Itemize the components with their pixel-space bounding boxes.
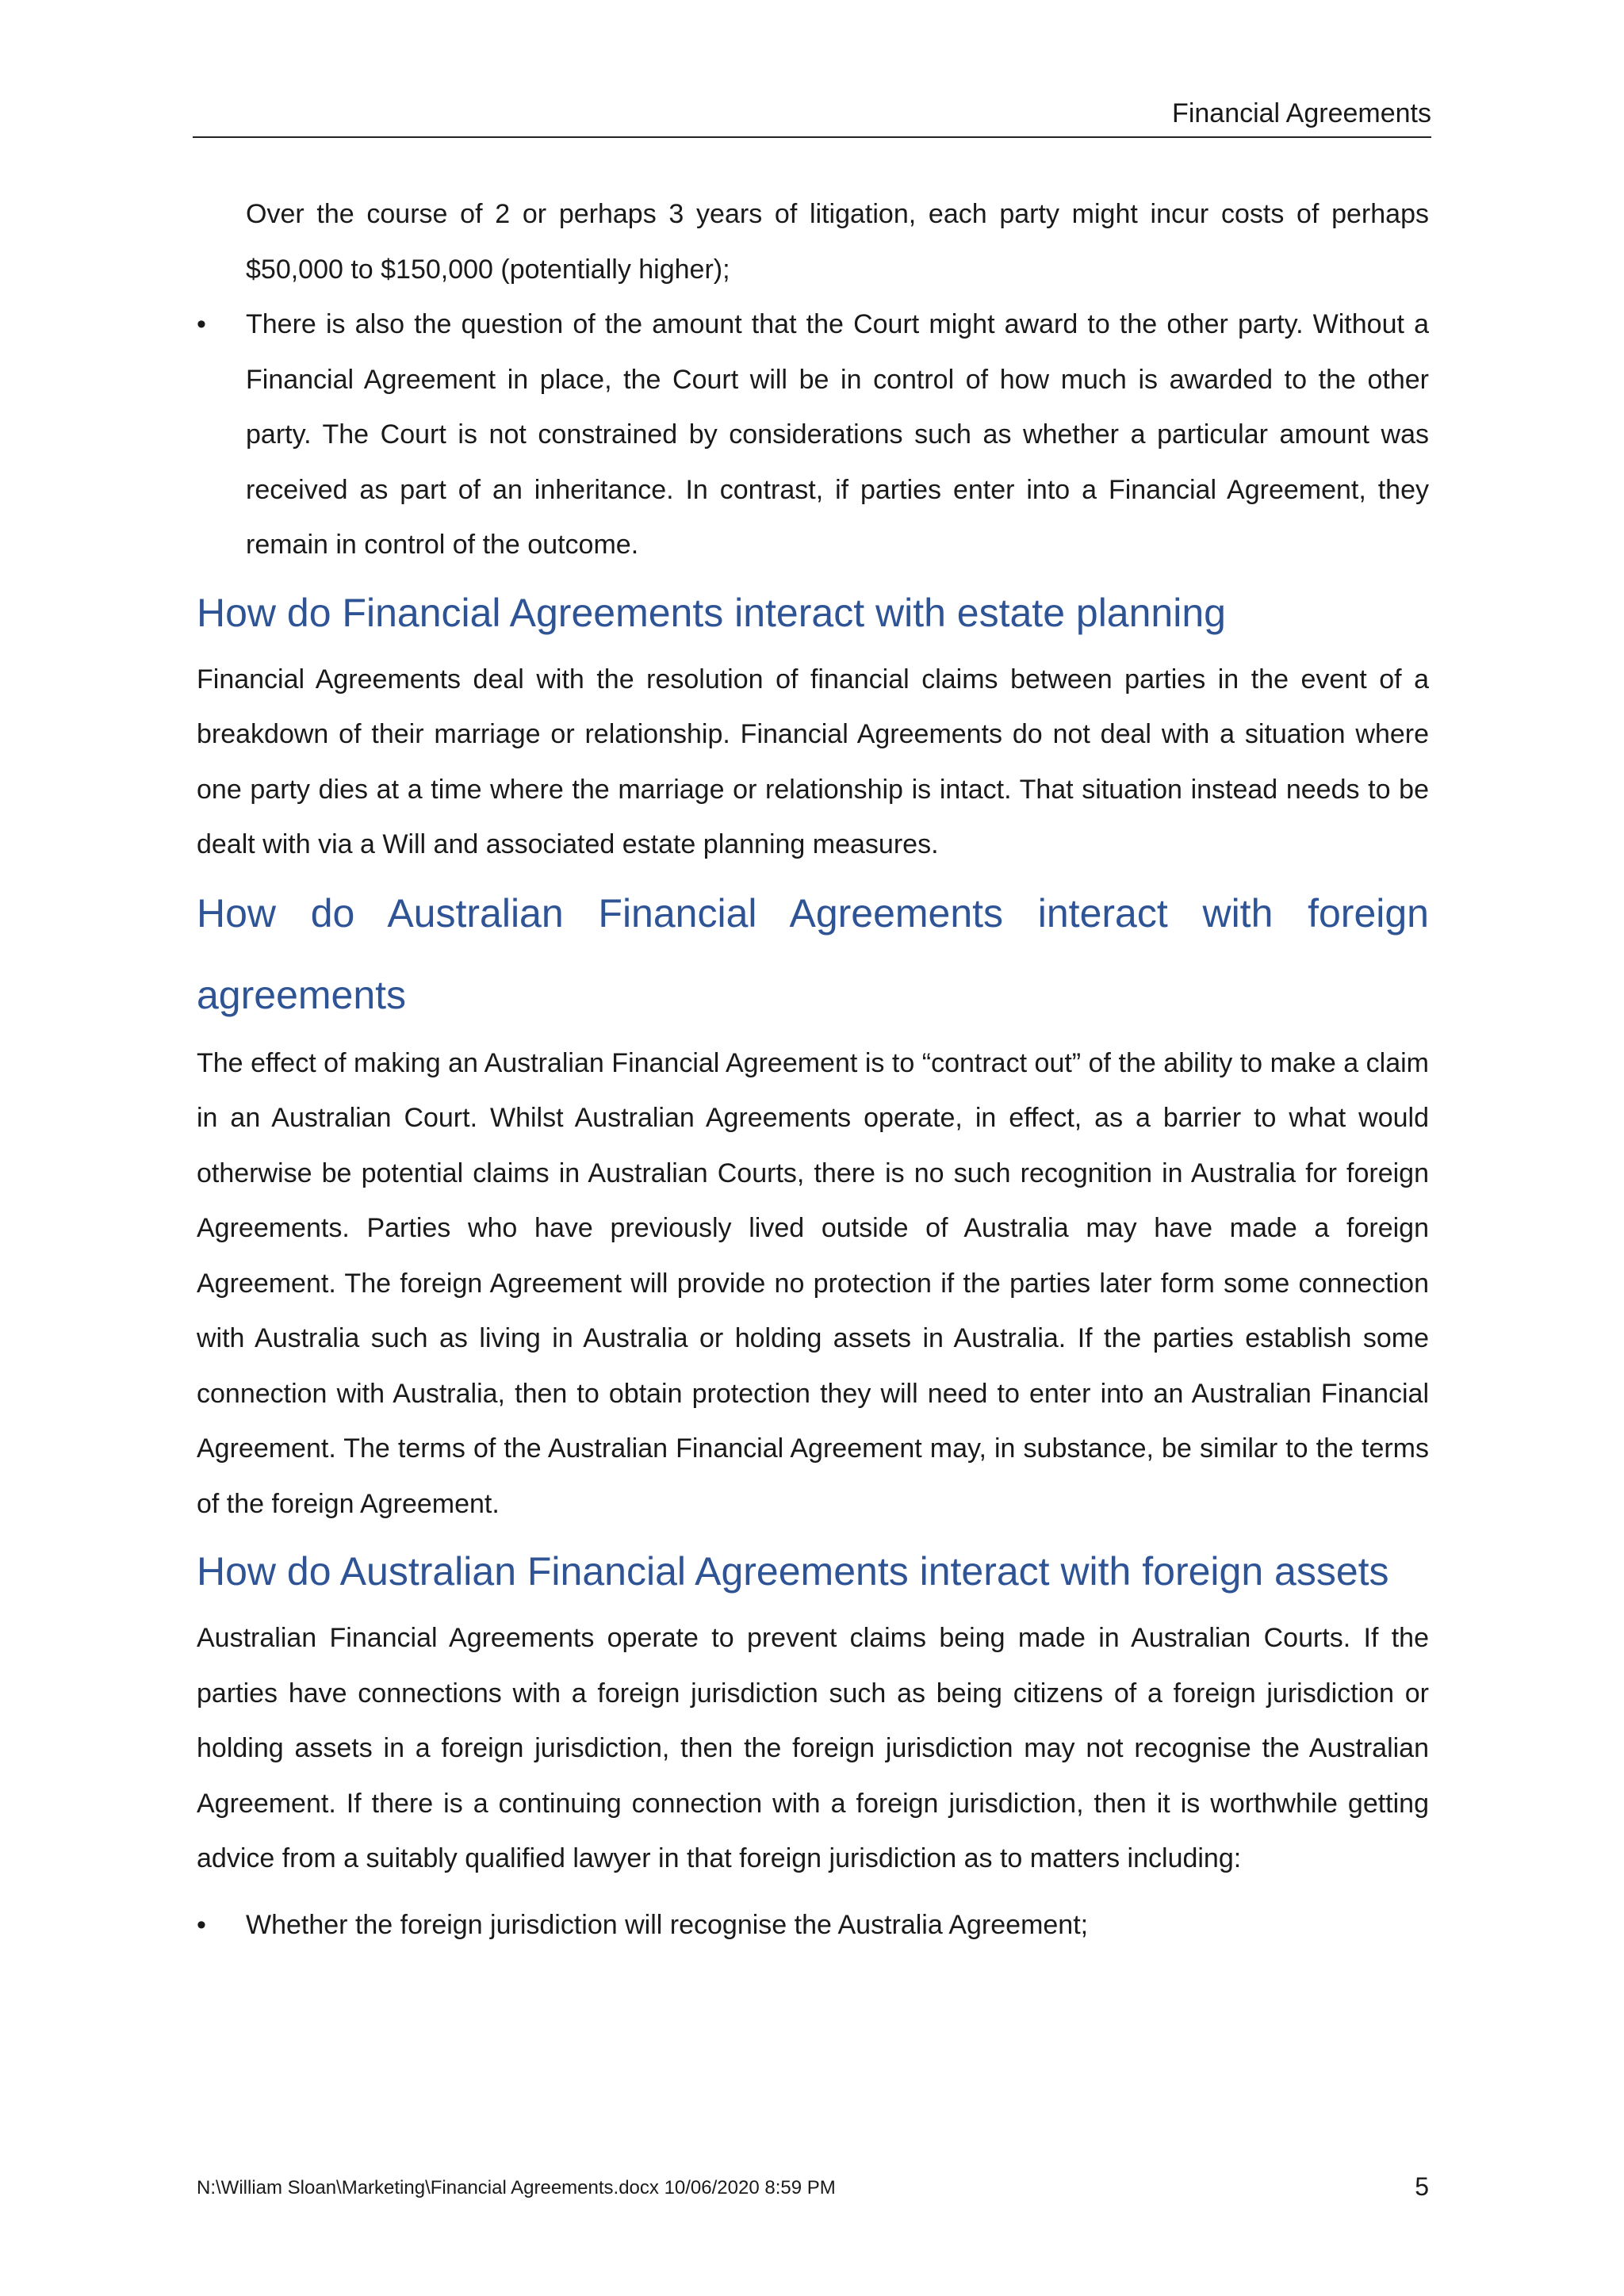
section-heading-estate-planning: How do Financial Agreements interact with estate planning: [197, 590, 1226, 635]
list-item-text: There is also the question of the amount that the Court might award to the other party. Without a Financial Agreement in place, the Court will be in control of how much is awarded to the other party. The Court is not constrained by considerations such as whether a particular amount was received as part of an inheritance. In contrast, if parties enter into a Financial Agreement, they remain in control of the outcome.: [246, 309, 1429, 560]
section-paragraph-foreign-agreements: The effect of making an Australian Financial Agreement is to “contract out” of the ability to make a claim in an Australian Court. Whilst Australian Agreements operate, in effect, as a barrier to what would otherwise be potential claims in Australian Courts, there is no such recognition in Australia for foreign Agreements. Parties who have previously lived outside of Australia may have made a foreign Agreement. The foreign Agreement will provide no protection if the parties later form some connection with Australia such as living in Australia or holding assets in Australia. If the parties establish some connection with Australia, then to obtain protection they will need to enter into an Australian Financial Agreement. The terms of the Australian Financial Agreement may, in substance, be similar to the terms of the foreign Agreement.: [197, 1047, 1429, 1519]
page-header: [193, 94, 1431, 138]
page-footer: [197, 2172, 1429, 2204]
header-title: Financial Agreements: [1172, 98, 1431, 128]
page-number: 5: [1415, 2172, 1429, 2201]
section-paragraph-estate-planning: Financial Agreements deal with the resolution of financial claims between parties in the event of a breakdown of their marriage or relationship. Financial Agreements do not deal with a situation where one party dies at a time where the marriage or relationship is intact. That situation instead needs to be dealt with via a Will and associated estate planning measures.: [197, 664, 1429, 859]
bullet-icon: •: [197, 309, 206, 339]
section-heading-foreign-assets: How do Australian Financial Agreements interact with foreign assets: [197, 1549, 1389, 1594]
section-paragraph-foreign-assets: Australian Financial Agreements operate to prevent claims being made in Australian Courts. If the parties have connections with a foreign jurisdiction such as being citizens of a foreign jurisdiction or holding assets in a foreign jurisdiction, then the foreign jurisdiction may not recognise the Australian Agreement. If there is a continuing connection with a foreign jurisdiction, then it is worthwhile getting advice from a suitably qualified lawyer in that foreign jurisdiction as to matters including:: [197, 1623, 1429, 1873]
list-item: [197, 1898, 1429, 1954]
list-item-text: Whether the foreign jurisdiction will recognise the Australia Agreement;: [246, 1909, 1089, 1940]
intro-continuation: Over the course of 2 or perhaps 3 years of litigation, each party might incur costs of perhaps $50,000 to $150,000 (potentially higher);: [246, 199, 1429, 285]
list-item: [197, 297, 1429, 573]
document-body: [197, 187, 1429, 1953]
bullet-icon: •: [197, 1909, 206, 1940]
section-heading-foreign-agreements: How do Australian Financial Agreements interact with foreign agreements: [197, 890, 1429, 1017]
footer-file-path: N:\William Sloan\Marketing\Financial Agreements.docx 10/06/2020 8:59 PM: [197, 2177, 836, 2198]
